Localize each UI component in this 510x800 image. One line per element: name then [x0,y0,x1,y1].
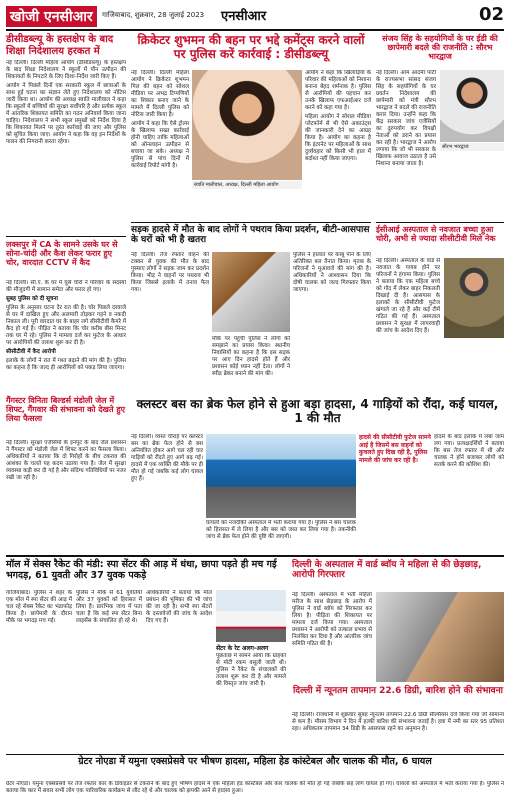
left-mid-text: पुलिस के अनुसार घटना देर रात की है। चोर पिछले दरवाजे से घर में दाखिल हुए और अलमारी तोड़कर गहने व नकदी निकाल ली। पूरी वारदात घर के बाहर लगे सीसीटीवी कैमरे में कैद हो गई है। पीड़ित ने बताया कि चोर करीब बीस मिनट तक घर में रहे। पुलिस ने मामला दर्ज कर फुटेज के आधार पर आरोपियों की तलाश शुरू कर दी है। [6,305,126,346]
noida-headline: ग्रेटर नोएडा में यमुना एक्सप्रेसवे पर भीषण हादसा, महिला हेड कांस्टेबल और चालक की मौत, 6 घायल [78,756,432,767]
lead-col-3 [305,70,371,220]
lead-text-3: आयोग ने कहा कि खिलाड़ियों के परिवार की महिलाओं को निशाना बनाना बेहद शर्मनाक है। पुलिस से आरोपियों की पहचान कर उनके खिलाफ एफआईआर दर्ज करने को कहा गया है। [305,70,371,111]
lead-caption: स्वाति मालीवाल, अध्यक्ष, दिल्ली महिला आयोग [192,181,302,189]
bus-col-3: हादसे के बाद इलाके में लंबा जाम लग गया। प्रत्यक्षदर्शियों ने बताया कि बस तेज रफ्तार में थी और चालक ने हॉर्न बजाकर लोगों को सतर्क करने की कोशिश की। [434,434,504,468]
mall-headline: मॉल में सेक्स रैकेट की मंडी: स्पा सेंटर की आड़ में धंधा, छापा पड़ते ही मच गई भगदड़, 61 युवती और 37 युवक पकड़े [6,559,277,581]
left-top-headline: डीसीडब्ल्यू के हस्तक्षेप के बाद शिक्षा निदेशालय हरकत में [6,34,114,57]
mall-subhead: सेंटर के रेट अलग-अलग [216,645,269,652]
noida-body: ग्रेटर नोएडा। यमुना एक्सप्रेसवे पर तेज रफ्तार कार के डिवाइडर से टकराने के बाद हुए भीषण हादसे में एक महिला हेड कांस्टेबल और कार चालक की मौत हो गई जबकि छह लोग घायल हो गए। घायलों को अस्पताल में भर्ती कराया गया है। पुलिस ने बताया कि कार में सवार सभी लोग एक पारिवारिक कार्यक्रम से लौट रहे थे और चालक को झपकी आने से हादसा हुआ। [6,781,504,794]
left-bottom-body: नई दिल्ली। सुरक्षा एजेंसियों के इनपुट के बाद जेल प्रशासन ने गैंगस्टर को मंडोली जेल में शिफ्ट करने का फैसला किया। अधिकारियों ने बताया कि दो गिरोहों के बीच टकराव की आशंका के चलते यह कदम उठाया गया है। जेल में सुरक्षा व्यवस्था कड़ी कर दी गई है और संदिग्ध गतिविधियों पर नजर रखी जा रही है। [6,440,126,481]
road-col-1: नई दिल्ली। तेज रफ्तार वाहन की टक्कर से युवक की मौत के बाद गुस्साए लोगों ने सड़क जाम कर प्रदर्शन किया। भीड़ ने वाहनों पर पथराव भी किया जिससे इलाके में तनाव फैल गया। [131,252,209,293]
left-mid-subhead: सुबह पुलिस को दी सूचना [6,296,58,302]
mall-col-4 [216,590,286,750]
road-col-2: मौके पर पहुंची पुलिस ने लोगों को समझाने का प्रयास किया। स्थानीय निवासियों का कहना है कि इस सड़क पर आए दिन हादसे होते हैं और प्रशासन कोई ध्यान नहीं देता। लोगों ने स्पीड ब्रेकर बनाने की मांग की। [212,336,290,377]
sanjay-headline: संजय सिंह के सहयोगियों के घर ईडी की छापेमारी बदले की राजनीति : सौरभ भारद्वाज [382,34,498,62]
mall-text-4: पूछताछ में सामने आया कि ग्राहकों से मोटी रकम वसूली जाती थी। पुलिस ने रैकेट के संचालकों की तलाश शुरू कर दी है और मामले की विस्तृत जांच जारी है। [216,653,286,687]
bus-quote: हादसे की सीसीटीवी फुटेज सामने आई है जिसमें बस वाहनों को कुचलते हुए दिख रही है, पुलिस मामले की जांच कर रही है। [359,434,431,464]
mall-col-1: गाजियाबाद। पुलिस ने शहर के एक मॉल में स्पा सेंटर की आड़ में चल रहे सेक्स रैकेट का भंडाफोड़ किया है। छापेमारी के दौरान मौके पर भगदड़ मच गई। [6,590,72,624]
masthead-rule [6,29,504,31]
road-col-3: पुलिस ने हालात पर काबू पाने के लिए अतिरिक्त बल तैनात किया। मृतक के परिजनों ने मुआवजे की मांग की है। अधिकारियों ने आश्वासन दिया कि दोषी चालक को जल्द गिरफ्तार किया जाएगा। [293,252,371,293]
road-photo [212,252,290,332]
weather-body: नई दिल्ली। राजधानी में शुक्रवार सुबह न्यूनतम तापमान 22.6 डिग्री सेल्सियस दर्ज किया गया जो सामान्य से कम है। मौसम विभाग ने दिन में हल्की बारिश की संभावना जताई है। हवा में नमी का स्तर 95 प्रतिशत रहा। अधिकतम तापमान 34 डिग्री के आसपास रहने का अनुमान है। [292,712,504,732]
left-mid-body [6,280,126,392]
left-bottom-headline: गैंगस्टर विनिता बिल्डर्स मंडोली जेल में शिफ्ट, गैंगवार की संभावना को देखते हुए लिया फैसला [6,396,125,424]
left-mid-subhead-2: सीसीटीवी में कैद आरोपी [6,349,56,355]
left-mid-text-2: इलाके के लोगों ने रात में गश्त बढ़ाने की मांग की है। पुलिस का कहना है कि जल्द ही आरोपियों को पकड़ लिया जाएगा। [6,358,126,371]
hospital-headline: दिल्ली के अस्पताल में वार्ड ब्वॉय ने महिला से की छेड़छाड़, आरोपी गिरफ्तार [292,560,482,581]
masthead [6,4,504,28]
lead-col-1 [131,70,189,220]
mall-rule [6,555,504,557]
page-number: 02 [478,4,504,25]
lead-text-1: नई दिल्ली। दिल्ली महिला आयोग ने क्रिकेटर शुभमन गिल की बहन को सोशल मीडिया पर अभद्र टिप्पणियों का शिकार बनाए जाने के मामले में दिल्ली पुलिस को नोटिस जारी किया है। [131,70,189,118]
ed-body: नई दिल्ली। अस्पताल के वार्ड से नवजात के गायब होने पर परिजनों ने हंगामा किया। पुलिस ने बताया कि एक महिला बच्चे को गोद में लेकर बाहर निकलती दिखाई दी है। आसपास के इलाकों के सीसीटीवी फुटेज खंगाले जा रहे हैं और कई टीमें गठित की गई हैं। अस्पताल प्रशासन ने सुरक्षा में लापरवाही की जांच के आदेश दिए हैं। [376,258,440,334]
sanjay-body: नई दिल्ली। आम आदमी पार्टी के राज्यसभा सांसद संजय सिंह के सहयोगियों के घर प्रवर्तन निदेशालय की छापेमारी को मंत्री सौरभ भारद्वाज ने बदले की राजनीति करार दिया। उन्होंने कहा कि केंद्र सरकार जांच एजेंसियों का दुरुपयोग कर विपक्षी नेताओं को डराने का प्रयास कर रही है। भारद्वाज ने आरोप लगाया कि जो भी सरकार के खिलाफ आवाज उठाता है उसे निशाना बनाया जाता है। [376,70,436,167]
left-top-dateline: नई दिल्ली। दिल्ली महिला आयोग (डीसीडब्ल्यू) के हस्तक्षेप के बाद शिक्षा निदेशालय ने स्कूलों में यौन उत्पीड़न की शिकायतों के निपटारे के लिए दिशा-निर्देश जारी किए हैं। [6,60,126,80]
hospital-body: नई दिल्ली। अस्पताल में भर्ती महिला मरीज के साथ छेड़छाड़ के आरोप में पुलिस ने वार्ड ब्वॉय को गिरफ्तार कर लिया है। पीड़िता की शिकायत पर मामला दर्ज किया गया। अस्पताल प्रशासन ने आरोपी को तत्काल प्रभाव से निलंबित कर दिया है और आंतरिक जांच समिति गठित की है। [292,592,372,647]
mall-col-3: अधिकारियों ने बताया कि मॉल प्रबंधन की भूमिका की भी जांच की जा रही है। सभी स्पा सेंटरों के दस्तावेजों की जांच के आदेश दिए गए हैं। [146,590,212,624]
lead-text-4: महिला आयोग ने सोशल मीडिया प्लेटफॉर्म से भी ऐसे अकाउंट्स की जानकारी देने का आग्रह किया है। आयोग का कहना है कि इंटरनेट पर महिलाओं के साथ दुर्व्यवहार को किसी भी हाल में बर्दाश्त नहीं किया जाएगा। [305,114,371,162]
road-rule [131,222,371,223]
mall-col-2: पुलिस ने मौके से 61 युवतियों और 37 युवकों को हिरासत में लिया है। प्रारंभिक जांच में पता चला है कि कई स्पा सेंटर बिना लाइसेंस के संचालित हो रहे थे। [76,590,142,624]
date-line: गाजियाबाद, शुक्रवार, 28 जुलाई 2023 [102,11,205,19]
left-top-text: आयोग ने पिछले दिनों एक सरकारी स्कूल में छात्राओं के साथ हुई घटना का संज्ञान लेते हुए निदेशालय को नोटिस जारी किया था। आयोग की अध्यक्ष स्वाति मालीवाल ने कहा कि स्कूलों में बच्चियों की सुरक्षा सर्वोपरि है और प्रत्येक स्कूल में आंतरिक शिकायत समिति का गठन अनिवार्य किया जाना चाहिए। निदेशालय ने सभी स्कूल प्रमुखों को निर्देश दिया है कि शिकायत मिलने पर तुरंत कार्रवाई की जाए और पुलिस को सूचित किया जाए। आयोग ने कहा कि वह इन निर्देशों के पालन की निगरानी करता रहेगा। [6,83,126,145]
left-mid-headline: लक्सपुर में CA के सामने उसके घर से सोना-चांदी और कैश लेकर फरार हुए चोर, वारदात CCTV में कैद [6,240,118,268]
road-headline: सड़क हादसे में मौत के बाद लोगों ने पथराव किया प्रदर्शन, बीटी-आसपास के घरों को भी है खतरा [131,225,370,246]
lead-text-2: आयोग ने कहा कि ऐसे ट्रोल्स के खिलाफ सख्त कार्रवाई होनी चाहिए ताकि महिलाओं को ऑनलाइन उत्पीड़न से बचाया जा सके। अध्यक्ष ने पुलिस से पांच दिनों में कार्रवाई रिपोर्ट मांगी है। [131,121,189,169]
bus-col-2: घायलों को नजदीकी अस्पताल में भर्ती कराया गया है। पुलिस ने बस चालक को हिरासत में ले लिया है और बस को जब्त कर लिया गया है। तकनीकी जांच से ब्रेक फेल होने की पुष्टि की जाएगी। [206,520,356,540]
ed-photo [444,258,504,338]
center-label: एनसीआर [221,9,267,24]
left-mid-dateline: नई दिल्ली। सी.ए. के घर में घुसे चोरों ने परिवार के सदस्यों की मौजूदगी में सामान समेटा और फरार हो गए। [6,280,126,293]
lead-headline: क्रिकेटर शुभमन की बहन पर भद्दे कमेंट्स करने वालों पर पुलिस करें कार्रवाई : डीसीडब्ल्यू [137,33,365,61]
ed-rule [376,222,504,223]
mall-photo [216,590,286,642]
bus-col-1: नई दिल्ली। व्यस्त चौराहे पर क्लस्टर बस का ब्रेक फेल होने से बस अनियंत्रित होकर आगे चल रही चार गाड़ियों को रौंदते हुए आगे बढ़ गई। हादसे में एक व्यक्ति की मौके पर ही मौत हो गई जबकि कई लोग घायल हुए हैं। [131,434,203,482]
weather-headline: दिल्ली में न्यूनतम तापमान 22.6 डिग्री, बारिश होने की संभावना [292,686,504,696]
noida-rule [6,754,504,755]
lead-photo [192,70,302,180]
sanjay-photo [440,70,504,142]
section-name: खोजी एनसीआर [6,6,97,27]
bus-headline: क्लस्टर बस का ब्रेक फेल होने से हुआ बड़ा हादसा, 4 गाड़ियों को रौंदा, कई घायल, 1 की मौत [136,397,499,425]
hospital-photo [376,592,504,682]
sanjay-caption: सौरभ भारद्वाज [440,143,504,151]
ed-headline: ईसीआई अस्पताल से नवजात बच्चा हुआ चोरी, अभी से ज्यादा सीसीटीवी मिले नेक [376,225,496,244]
left-mid-rule [6,236,126,237]
left-top-body [6,60,126,232]
bus-photo [206,434,356,518]
